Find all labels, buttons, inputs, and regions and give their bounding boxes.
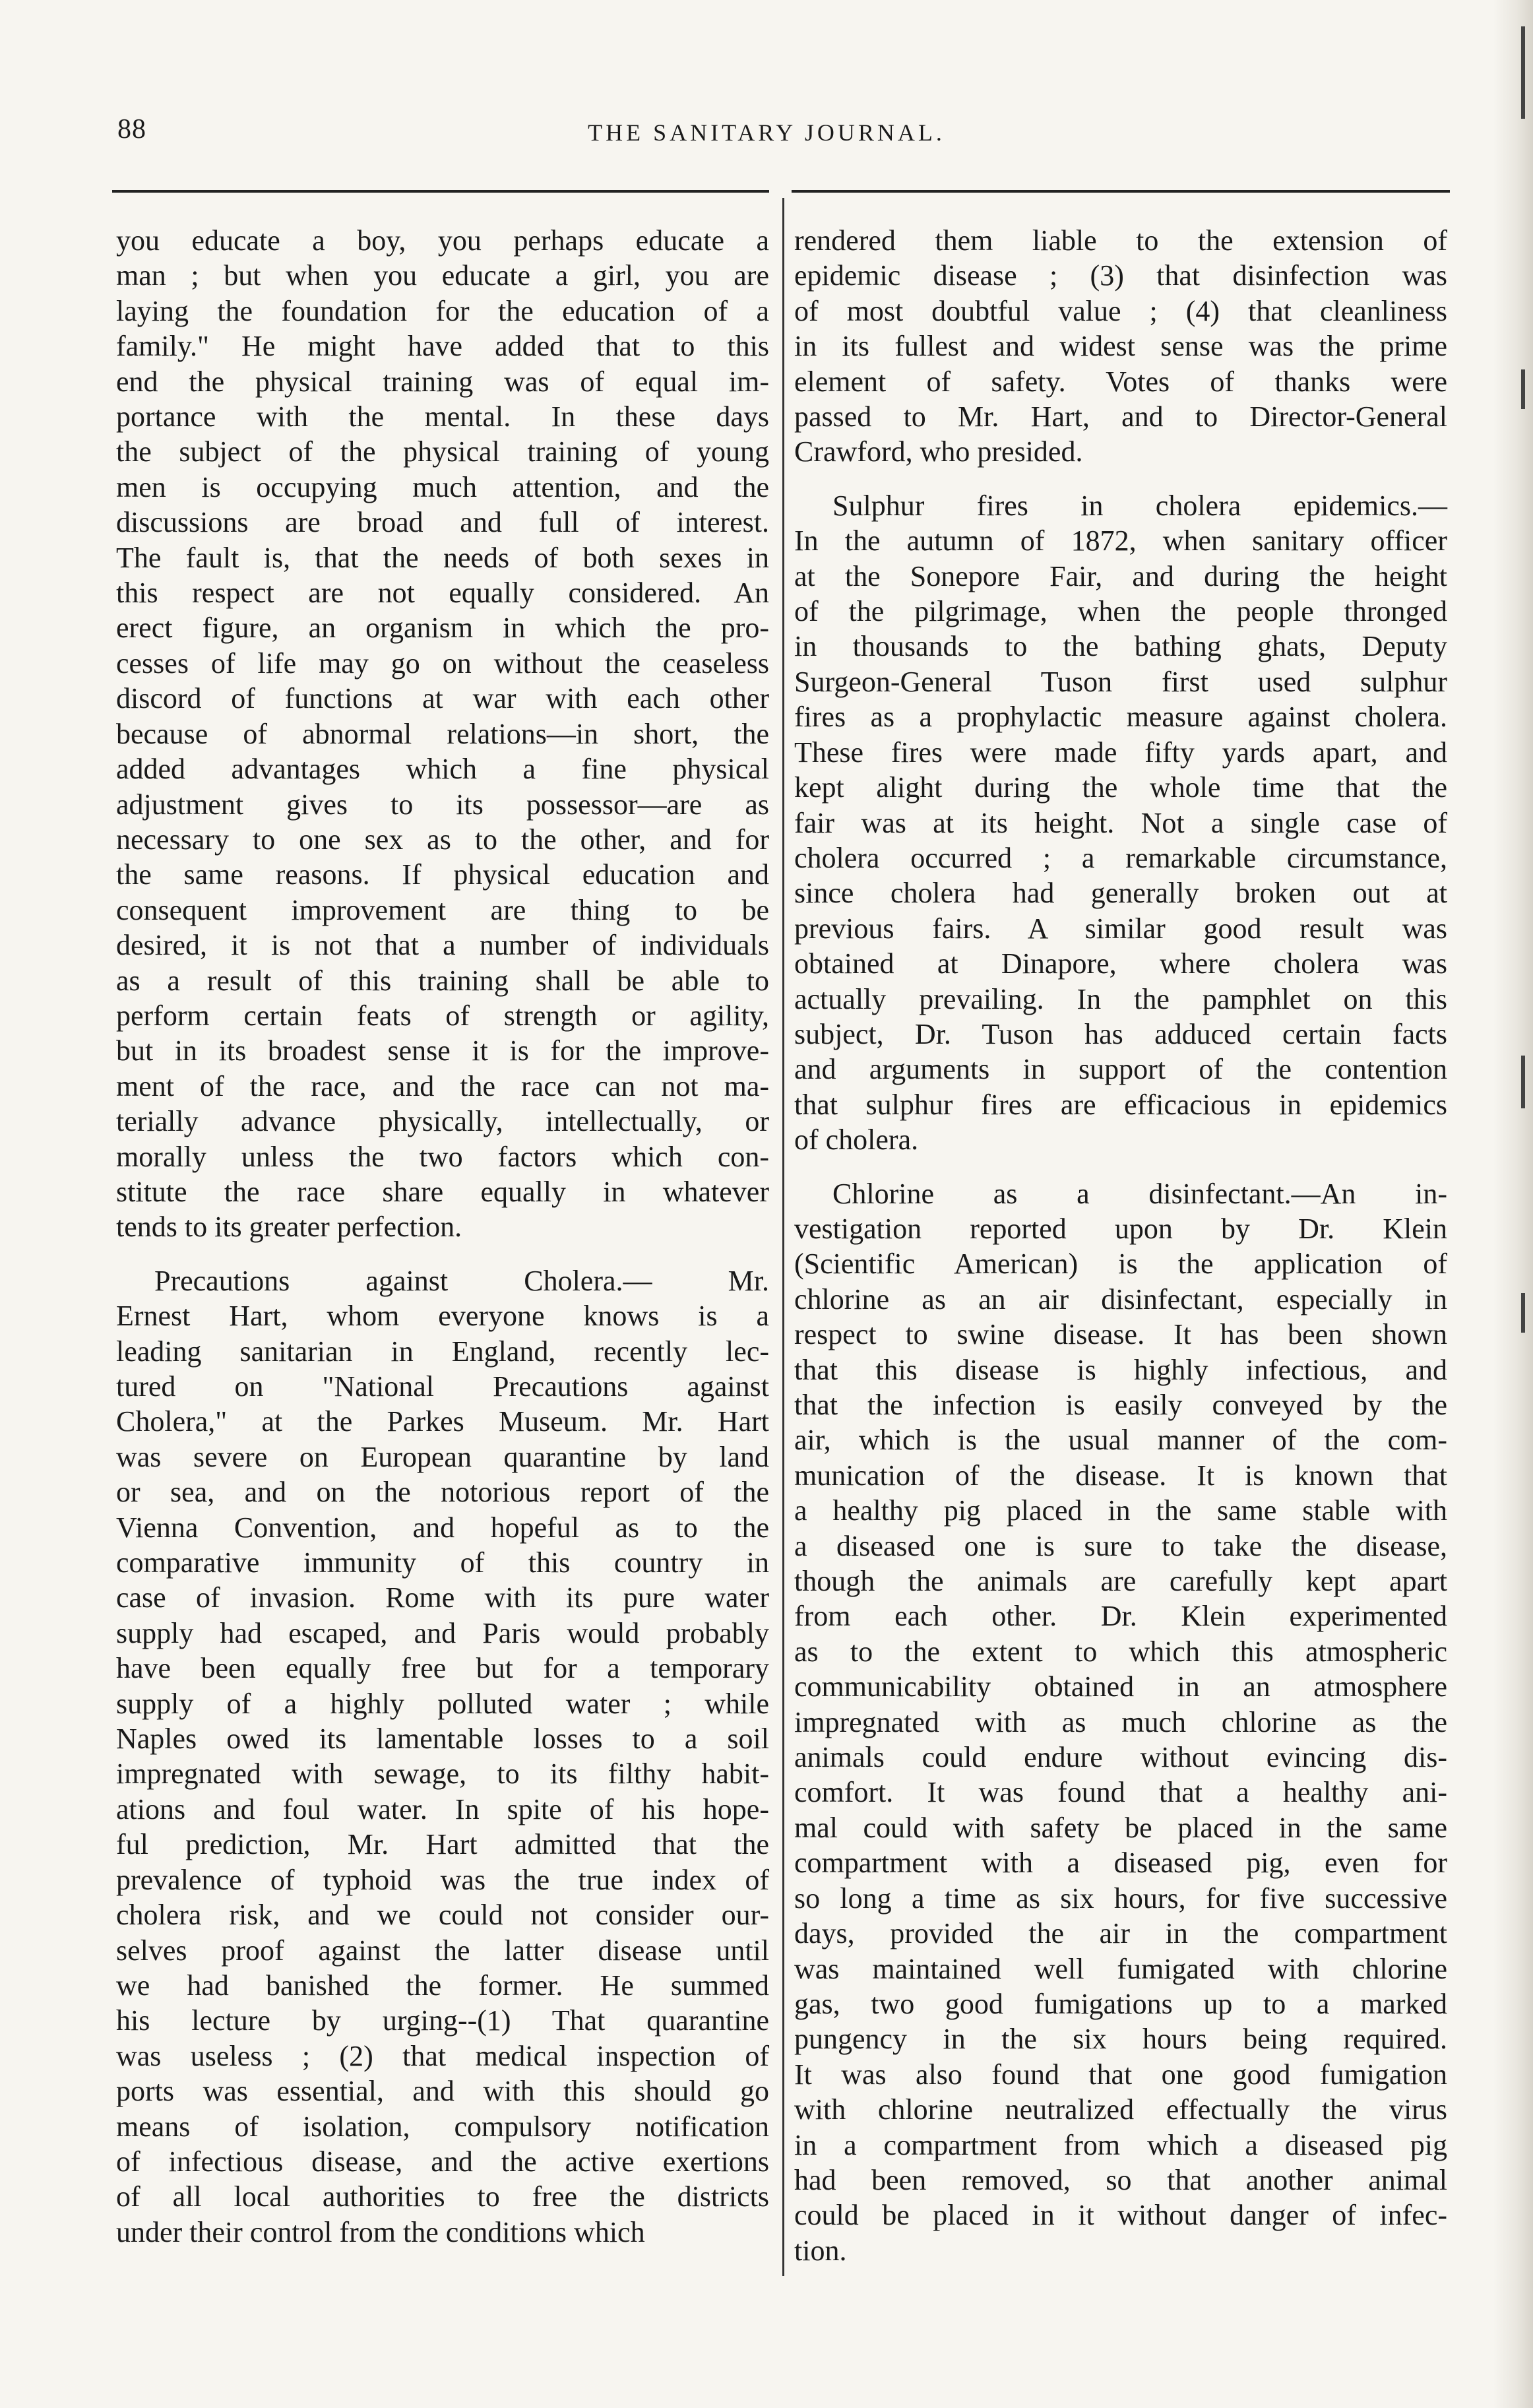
text-line: supply had escaped, and Paris would probably [116,1616,769,1649]
text-line: Surgeon-General Tuson first used sulphur [794,665,1447,698]
text-line: These fires were made fifty yards apart, and [794,736,1447,769]
text-line: case of invasion. Rome with its pure water [116,1581,769,1614]
text-line: tured on "National Precautions against [116,1370,769,1403]
text-line: with chlorine neutralized effectually the virus [794,2093,1447,2126]
text-line: chlorine as an air disinfectant, especially in [794,1283,1447,1315]
text-line: discord of functions at war with each other [116,682,769,715]
text-line: the same reasons. If physical education and [116,858,769,891]
text-line: vestigation reported upon by Dr. Klein [794,1212,1447,1245]
text-line: cholera occurred ; a remarkable circumstance, [794,841,1447,874]
text-line: as a result of this training shall be able to [116,964,769,997]
text-line: means of isolation, compulsory notification [116,2110,769,2143]
running-head: THE SANITARY JOURNAL. [588,119,945,146]
text-line: fair was at its height. Not a single case of [794,806,1447,839]
text-line: of cholera. [794,1124,919,1156]
text-line: air, which is the usual manner of the com- [794,1424,1447,1457]
text-line: or sea, and on the notorious report of the [116,1476,769,1509]
text-line: ports was essential, and with this should go [116,2075,769,2108]
text-line: Cholera," at the Parkes Museum. Mr. Hart [116,1405,769,1438]
edge-mark [1521,1293,1525,1333]
text-line: in thousands to the bathing ghats, Deputy [794,630,1447,663]
text-line: impregnated with sewage, to its filthy habit- [116,1758,769,1790]
edge-mark [1521,1056,1525,1108]
text-line: Naples owed its lamentable losses to a soil [116,1723,769,1756]
text-line: subject, Dr. Tuson has adduced certain facts [794,1017,1447,1050]
text-line: comfort. It was found that a healthy ani- [794,1776,1447,1809]
text-line: have been equally free but for a temporary [116,1652,769,1685]
column-divider [782,198,784,2276]
text-line: previous fairs. A similar good result was [794,912,1447,945]
text-line: so long a time as six hours, for five successive [794,1882,1447,1915]
text-line: compartment with a diseased pig, even for [794,1847,1447,1880]
text-line: prevalence of typhoid was the true index of [116,1863,769,1896]
text-line: passed to Mr. Hart, and to Director-General [794,400,1447,433]
text-line: stitute the race share equally in whatever [116,1175,769,1208]
text-line: the subject of the physical training of young [116,435,769,468]
text-line: since cholera had generally broken out at [794,877,1447,910]
text-line: fires as a prophylactic measure against cholera. [794,701,1447,734]
text-line: under their control from the conditions which [116,2215,645,2248]
text-line: and arguments in support of the contention [794,1053,1447,1086]
text-line: selves proof against the latter disease until [116,1934,769,1967]
text-line: adjustment gives to its possessor—are as [116,788,769,821]
text-line: terially advance physically, intellectually, or [116,1105,769,1138]
text-line: cesses of life may go on without the ceaseless [116,647,769,680]
text-line: Crawford, who presided. [794,435,1083,468]
text-line: a diseased one is sure to take the disease, [794,1529,1447,1562]
text-line: mal could with safety be placed in the same [794,1811,1447,1844]
text-line: portance with the mental. In these days [116,400,769,433]
text-line: in its fullest and widest sense was the prime [794,330,1447,363]
text-line: desired, it is not that a number of individuals [116,929,769,962]
header-rule-right [792,190,1450,193]
text-line: animals could endure without evincing dis- [794,1741,1447,1774]
text-line: a healthy pig placed in the same stable with [794,1494,1447,1527]
text-line: In the autumn of 1872, when sanitary officer [794,524,1447,557]
text-line: his lecture by urging--(1) That quarantine [116,2004,769,2037]
text-line: actually prevailing. In the pamphlet on this [794,982,1447,1015]
text-line: that this disease is highly infectious, and [794,1353,1447,1386]
text-line: pungency in the six hours being required. [794,2023,1447,2056]
text-line: (Scientific American) is the application of [794,1248,1447,1281]
text-line: Chlorine as a disinfectant.—An in- [832,1177,1447,1210]
text-line: had been removed, so that another animal [794,2163,1447,2196]
text-line: in a compartment from which a diseased pig [794,2128,1447,2161]
text-line: from each other. Dr. Klein experimented [794,1600,1447,1633]
text-line: could be placed in it without danger of infec- [794,2199,1447,2232]
text-line: we had banished the former. He summed [116,1969,769,2002]
text-line: was severe on European quarantine by land [116,1440,769,1473]
text-line: munication of the disease. It is known that [794,1459,1447,1492]
text-line: ations and foul water. In spite of his hope- [116,1792,769,1825]
text-line: erect figure, an organism in which the pro- [116,612,769,645]
text-line: of the pilgrimage, when the people thronged [794,595,1447,628]
text-line: obtained at Dinapore, where cholera was [794,947,1447,980]
text-line: cholera risk, and we could not consider our- [116,1899,769,1932]
text-line: discussions are broad and full of interest. [116,506,769,539]
text-line: ment of the race, and the race can not ma- [116,1069,769,1102]
text-line: added advantages which a fine physical [116,753,769,786]
text-line: family." He might have added that to this [116,330,769,363]
text-line: was useless ; (2) that medical inspection of [116,2039,769,2072]
text-line: you educate a boy, you perhaps educate a [116,224,769,257]
paragraph-gap [794,1158,1447,1176]
text-line: tends to its greater perfection. [116,1211,462,1244]
text-line: men is occupying much attention, and the [116,470,769,503]
text-line: Sulphur fires in cholera epidemics.— [832,489,1447,522]
text-line: gas, two good fumigations up to a marked [794,1987,1447,2020]
text-line: Vienna Convention, and hopeful as to the [116,1511,769,1544]
text-line: supply of a highly polluted water ; while [116,1687,769,1720]
text-line: of all local authorities to free the districts [116,2180,769,2213]
text-line: impregnated with as much chlorine as the [794,1705,1447,1738]
text-line: perform certain feats of strength or agility, [116,999,769,1032]
text-line: comparative immunity of this country in [116,1546,769,1579]
text-line: but in its broadest sense it is for the improve- [116,1034,769,1067]
text-line: morally unless the two factors which con- [116,1140,769,1173]
text-line: Precautions against Cholera.— Mr. [154,1264,769,1297]
text-line: epidemic disease ; (3) that disinfection was [794,259,1447,292]
text-line: that sulphur fires are efficacious in epidemics [794,1088,1447,1121]
page-number: 88 [117,114,146,144]
paragraph-gap [116,1245,769,1263]
header-rule-left [112,190,769,193]
left-column [116,223,769,2250]
text-line: kept alight during the whole time that the [794,771,1447,804]
text-line: It was also found that one good fumigation [794,2058,1447,2091]
text-line: was maintained well fumigated with chlorine [794,1952,1447,1985]
text-line: Ernest Hart, whom everyone knows is a [116,1300,769,1333]
scan-edge [1493,0,1533,2408]
text-line: tion. [794,2234,847,2267]
text-line: consequent improvement are thing to be [116,893,769,926]
text-line: end the physical training was of equal im- [116,365,769,398]
text-line: communicability obtained in an atmosphere [794,1670,1447,1703]
text-line: respect to swine disease. It has been shown [794,1318,1447,1351]
text-line: man ; but when you educate a girl, you are [116,259,769,292]
text-line: ful prediction, Mr. Hart admitted that the [116,1828,769,1861]
text-line: The fault is, that the needs of both sexes in [116,541,769,574]
text-line: at the Sonepore Fair, and during the height [794,559,1447,592]
text-line: leading sanitarian in England, recently lec- [116,1335,769,1368]
text-line: days, provided the air in the compartment [794,1917,1447,1950]
text-line: rendered them liable to the extension of [794,224,1447,257]
right-column [794,223,1447,2268]
text-line: element of safety. Votes of thanks were [794,365,1447,398]
text-line: this respect are not equally considered. An [116,577,769,610]
text-line: of most doubtful value ; (4) that cleanliness [794,294,1447,327]
text-line: that the infection is easily conveyed by the [794,1389,1447,1421]
text-line: because of abnormal relations—in short, the [116,717,769,750]
paragraph-gap [794,470,1447,488]
edge-mark [1521,26,1525,119]
text-line: necessary to one sex as to the other, and for [116,823,769,856]
text-line: of infectious disease, and the active exertions [116,2145,769,2178]
text-line: laying the foundation for the education of a [116,294,769,327]
text-line: as to the extent to which this atmospheric [794,1635,1447,1668]
edge-mark [1521,369,1525,409]
text-line: though the animals are carefully kept apart [794,1565,1447,1598]
